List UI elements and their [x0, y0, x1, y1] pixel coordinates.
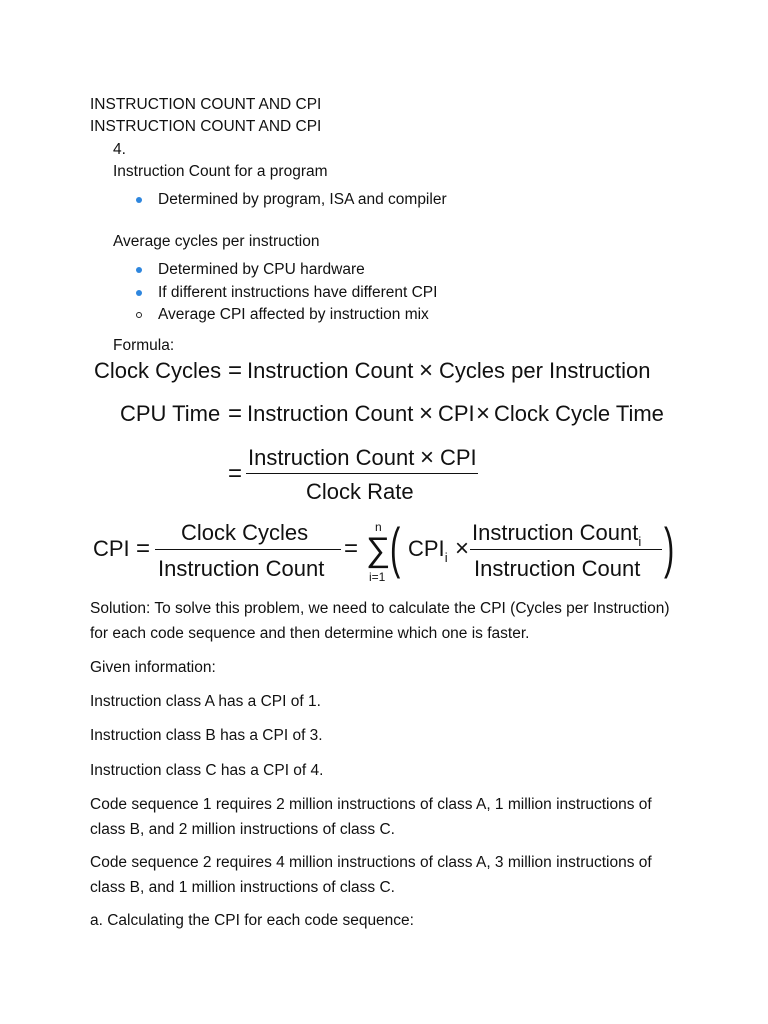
eq4-equals-2: =	[344, 535, 359, 562]
eq3-den: Clock Rate	[306, 479, 414, 504]
eq4-sum-upper-limit: n	[375, 520, 382, 534]
eq4-inner-num-label: Instruction Count	[472, 520, 639, 545]
eq4-inner-den: Instruction Count	[474, 556, 641, 581]
formula-label: Formula:	[113, 337, 175, 354]
eq4-left-paren: (	[390, 516, 401, 579]
solution-paragraph: Solution: To solve this problem, we need to calculate the CPI (Cycles per Instruction) for each code sequence and then determine which one is faster.	[90, 600, 670, 642]
eq2-lhs: CPU Time	[120, 401, 221, 426]
section-1-heading: Instruction Count for a program	[113, 163, 328, 180]
eq1-rhs-a: Instruction Count	[247, 358, 414, 383]
section-1-bullet-1: Determined by program, ISA and compiler	[158, 191, 447, 208]
eq4-lhs: CPI	[93, 536, 130, 561]
eq4-sum-lower-limit: i=1	[369, 570, 386, 584]
eq2-equals: =	[228, 400, 243, 427]
eq3-num-b: CPI	[440, 445, 477, 470]
sequence-2-paragraph: Code sequence 2 requires 4 million instructions of class A, 3 million instructions of class B, and 1 million instructions of class C.	[90, 854, 652, 896]
item-number: 4.	[113, 141, 126, 158]
class-a-line: Instruction class A has a CPI of 1.	[90, 693, 321, 710]
eq4-equals-1: =	[136, 535, 151, 562]
eq2-rhs-b: CPI	[438, 401, 475, 426]
section-2-bullet-2: If different instructions have different CPI	[158, 284, 438, 301]
eq2-times-2: ×	[476, 400, 491, 427]
section-2-bullet-1: Determined by CPU hardware	[158, 261, 365, 278]
eq1-lhs: Clock Cycles	[94, 358, 222, 383]
eq4-term	[408, 536, 448, 565]
eq4-num: Clock Cycles	[181, 520, 309, 545]
class-b-line: Instruction class B has a CPI of 3.	[90, 727, 323, 744]
eq2-times-1: ×	[419, 400, 434, 427]
bullet-icon	[136, 197, 142, 203]
eq1-times: ×	[419, 357, 434, 384]
eq4-fraction-bar	[155, 549, 341, 550]
sub-bullet-icon	[136, 312, 142, 318]
eq2-rhs-c: Clock Cycle Time	[494, 401, 664, 426]
class-c-line: Instruction class C has a CPI of 4.	[90, 762, 324, 779]
eq3-equals: =	[228, 460, 243, 487]
eq3-fraction-bar	[246, 473, 478, 474]
bullet-icon	[136, 267, 142, 273]
eq2-rhs-a: Instruction Count	[247, 401, 414, 426]
eq4-term-subscript: i	[444, 550, 448, 565]
section-2-sub-bullet-1: Average CPI affected by instruction mix	[158, 306, 429, 323]
sequence-1-paragraph: Code sequence 1 requires 2 million instructions of class A, 1 million instructions of class B, and 2 million instructions of class C.	[90, 796, 652, 838]
eq1-rhs-b: Cycles per Instruction	[439, 358, 651, 383]
section-2-heading: Average cycles per instruction	[113, 233, 320, 250]
sigma-icon: ∑	[366, 531, 391, 569]
eq3-times: ×	[420, 444, 435, 471]
given-heading: Given information:	[90, 659, 216, 676]
bullet-icon	[136, 290, 142, 296]
eq3-num-a: Instruction Count	[248, 445, 415, 470]
eq4-den: Instruction Count	[158, 556, 325, 581]
eq4-inner-num-subscript: i	[638, 534, 642, 549]
title-line-2: INSTRUCTION COUNT AND CPI	[90, 118, 322, 135]
eq4-times: ×	[455, 535, 470, 562]
eq4-inner-fraction-bar	[470, 549, 662, 550]
part-a-heading: a. Calculating the CPI for each code sequence:	[90, 912, 414, 929]
eq4-inner-num	[472, 520, 641, 549]
title-line-1: INSTRUCTION COUNT AND CPI	[90, 96, 322, 113]
eq4-term-label: CPI	[408, 536, 445, 561]
eq1-equals: =	[228, 357, 243, 384]
eq4-right-paren: )	[664, 516, 675, 579]
